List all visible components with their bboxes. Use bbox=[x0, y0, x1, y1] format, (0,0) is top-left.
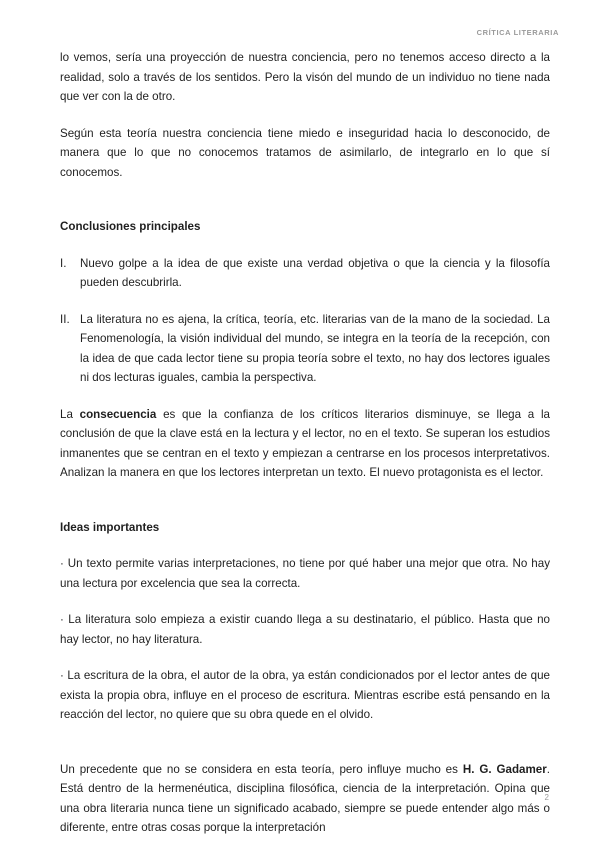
list-number: II. bbox=[60, 312, 70, 326]
section-heading-ideas: Ideas importantes bbox=[60, 520, 160, 534]
list-text: Nuevo golpe a la idea de que existe una verdad objetiva o que la ciencia y la filosofía pueden descubrirla. bbox=[80, 256, 550, 289]
running-header: CRÍTICA LITERARIA bbox=[476, 28, 559, 37]
text-run: Un precedente que no se considera en esta teoría, pero influye mucho es bbox=[60, 762, 463, 776]
list-number: I. bbox=[60, 256, 67, 270]
bullet-item: · La escritura de la obra, el autor de la obra, ya están condicionados por el lector antes de que exista la propia obra, influye en el proceso de escritura. Mientras escribe está pensando en la reacción del lector, no quiere que su obra quede en el olvido. bbox=[60, 669, 550, 721]
list-item bbox=[60, 254, 550, 293]
paragraph: lo vemos, sería una proyección de nuestra conciencia, pero no tenemos acceso directo a la realidad, solo a través de los sentidos. Pero la visón del mundo de un individuo no tiene nada que ver con la de otro. bbox=[60, 51, 550, 103]
paragraph: Según esta teoría nuestra conciencia tiene miedo e inseguridad hacia lo desconocido, de manera que lo que no conocemos tratamos de asimilarlo, de integrarlo en lo que sí conocemos. bbox=[60, 126, 550, 179]
list-item bbox=[60, 310, 550, 388]
bold-term: consecuencia bbox=[79, 407, 157, 421]
bullet-item: · Un texto permite varias interpretaciones, no tiene por qué haber una mejor que otra. No hay una lectura por excelencia que sea la correcta. bbox=[60, 557, 550, 590]
text-run: . Está dentro de la hermenéutica, disciplina filosófica, ciencia de la interpretación. Opina que una obra literaria nunca tiene un significado acabado, siempre se puede entender algo más o diferente, entre otras cosas porque la interpretación bbox=[60, 762, 550, 834]
text-run: es que la confianza de los críticos literarios disminuye, se llega a la conclusión de que la clave está en la lectura y el lector, no en el texto. Se superan los estudios inmanentes que se centran en el texto y empiezan a centrarse en los procesos interpretativos. Analizan la manera en que los lectores interpretan un texto. El nuevo protagonista es el lector. bbox=[60, 407, 550, 479]
text-run: La bbox=[60, 407, 80, 421]
paragraph-precedent bbox=[60, 760, 550, 838]
document-body bbox=[60, 48, 550, 838]
section-heading-conclusions: Conclusiones principales bbox=[60, 220, 201, 233]
paragraph-consequence bbox=[60, 405, 550, 483]
bold-term: H. G. Gadamer bbox=[462, 762, 547, 776]
list-text: La literatura no es ajena, la crítica, teoría, etc. literarias van de la mano de la sociedad. La Fenomenología, la visión individual del mundo, se integra en la teoría de la recepción, con la idea de que cada lector tiene su propia teoría sobre el texto, no hay dos lectores iguales ni dos lecturas iguales, cambia la perspectiva. bbox=[80, 312, 550, 384]
bullet-item: · La literatura solo empieza a existir cuando llega a su destinatario, el público. Hasta que no hay lector, no hay literatura. bbox=[60, 613, 550, 646]
page-number: 2 bbox=[544, 793, 549, 802]
